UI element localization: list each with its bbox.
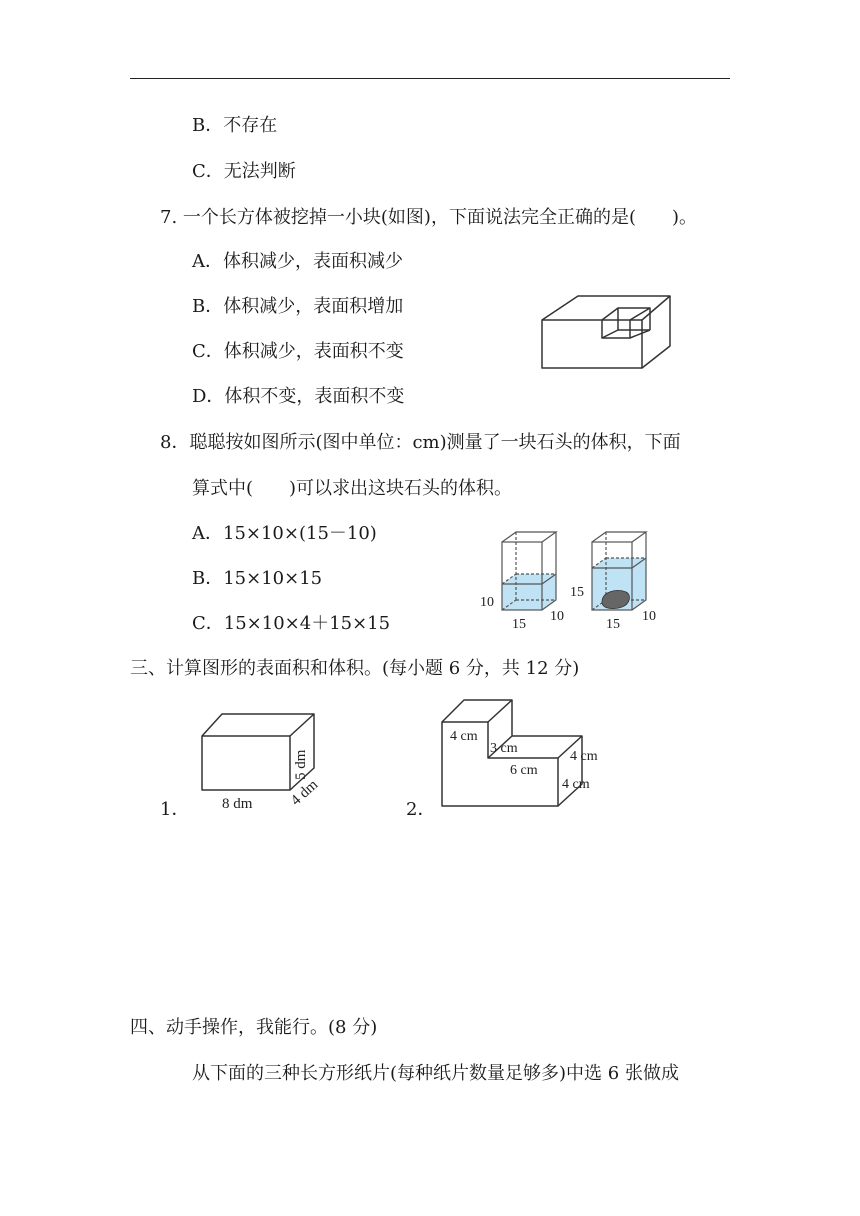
right-depth-label: 10 (642, 609, 656, 624)
section4-title: 四、动手操作，我能行。(8 分) (130, 1017, 378, 1038)
left-container (480, 532, 564, 632)
left-depth-label: 10 (550, 609, 564, 624)
height-label: 5 dm (293, 749, 309, 780)
right-width-label: 15 (606, 617, 620, 632)
q8-stem-line1: 8．聪聪按如图所示(图中单位：cm)测量了一块石头的体积，下面 (160, 432, 681, 453)
right-container (570, 532, 656, 632)
q8-container-figure (476, 528, 666, 634)
q7-cuboid-figure (538, 292, 678, 374)
right-height-label: 15 (570, 585, 584, 600)
q8-option-b: B．15×10×15 (192, 568, 323, 589)
label-width: 6 cm (510, 763, 538, 778)
label-right-height: 4 cm (562, 777, 590, 792)
section3-title: 三、计算图形的表面积和体积。(每小题 6 分，共 12 分) (130, 658, 580, 679)
length-label: 8 dm (222, 796, 253, 812)
q7-option-d: D．体积不变，表面积不变 (192, 386, 405, 407)
q7-option-b: B．体积减少，表面积增加 (192, 296, 404, 317)
q7-stem: 7. 一个长方体被挖掉一小块(如图)，下面说法完全正确的是( )。 (160, 207, 697, 228)
q6-option-c: C．无法判断 (192, 161, 296, 182)
left-width-label: 15 (512, 617, 526, 632)
problem1-cuboid-figure (196, 708, 336, 818)
problem2-solid-figure (436, 696, 616, 812)
q7-option-c: C．体积减少，表面积不变 (192, 341, 404, 362)
left-height-label: 10 (480, 595, 494, 610)
q6-option-b: B．不存在 (192, 115, 278, 136)
depth-label: 4 dm (287, 776, 322, 809)
q7-option-a: A．体积减少，表面积减少 (192, 251, 403, 272)
label-step-height: 3 cm (490, 741, 518, 756)
label-depth-top: 4 cm (570, 749, 598, 764)
header-rule (130, 78, 730, 79)
q8-option-c: C．15×10×4＋15×15 (192, 613, 391, 634)
problem1-number: 1． (160, 799, 190, 820)
label-left-height: 4 cm (450, 729, 478, 744)
problem2-number: 2． (406, 799, 436, 820)
q8-stem-line2: 算式中( )可以求出这块石头的体积。 (192, 478, 513, 499)
q8-option-a: A．15×10×(15－10) (192, 523, 377, 544)
section4-text: 从下面的三种长方形纸片(每种纸片数量足够多)中选 6 张做成 (192, 1063, 679, 1084)
